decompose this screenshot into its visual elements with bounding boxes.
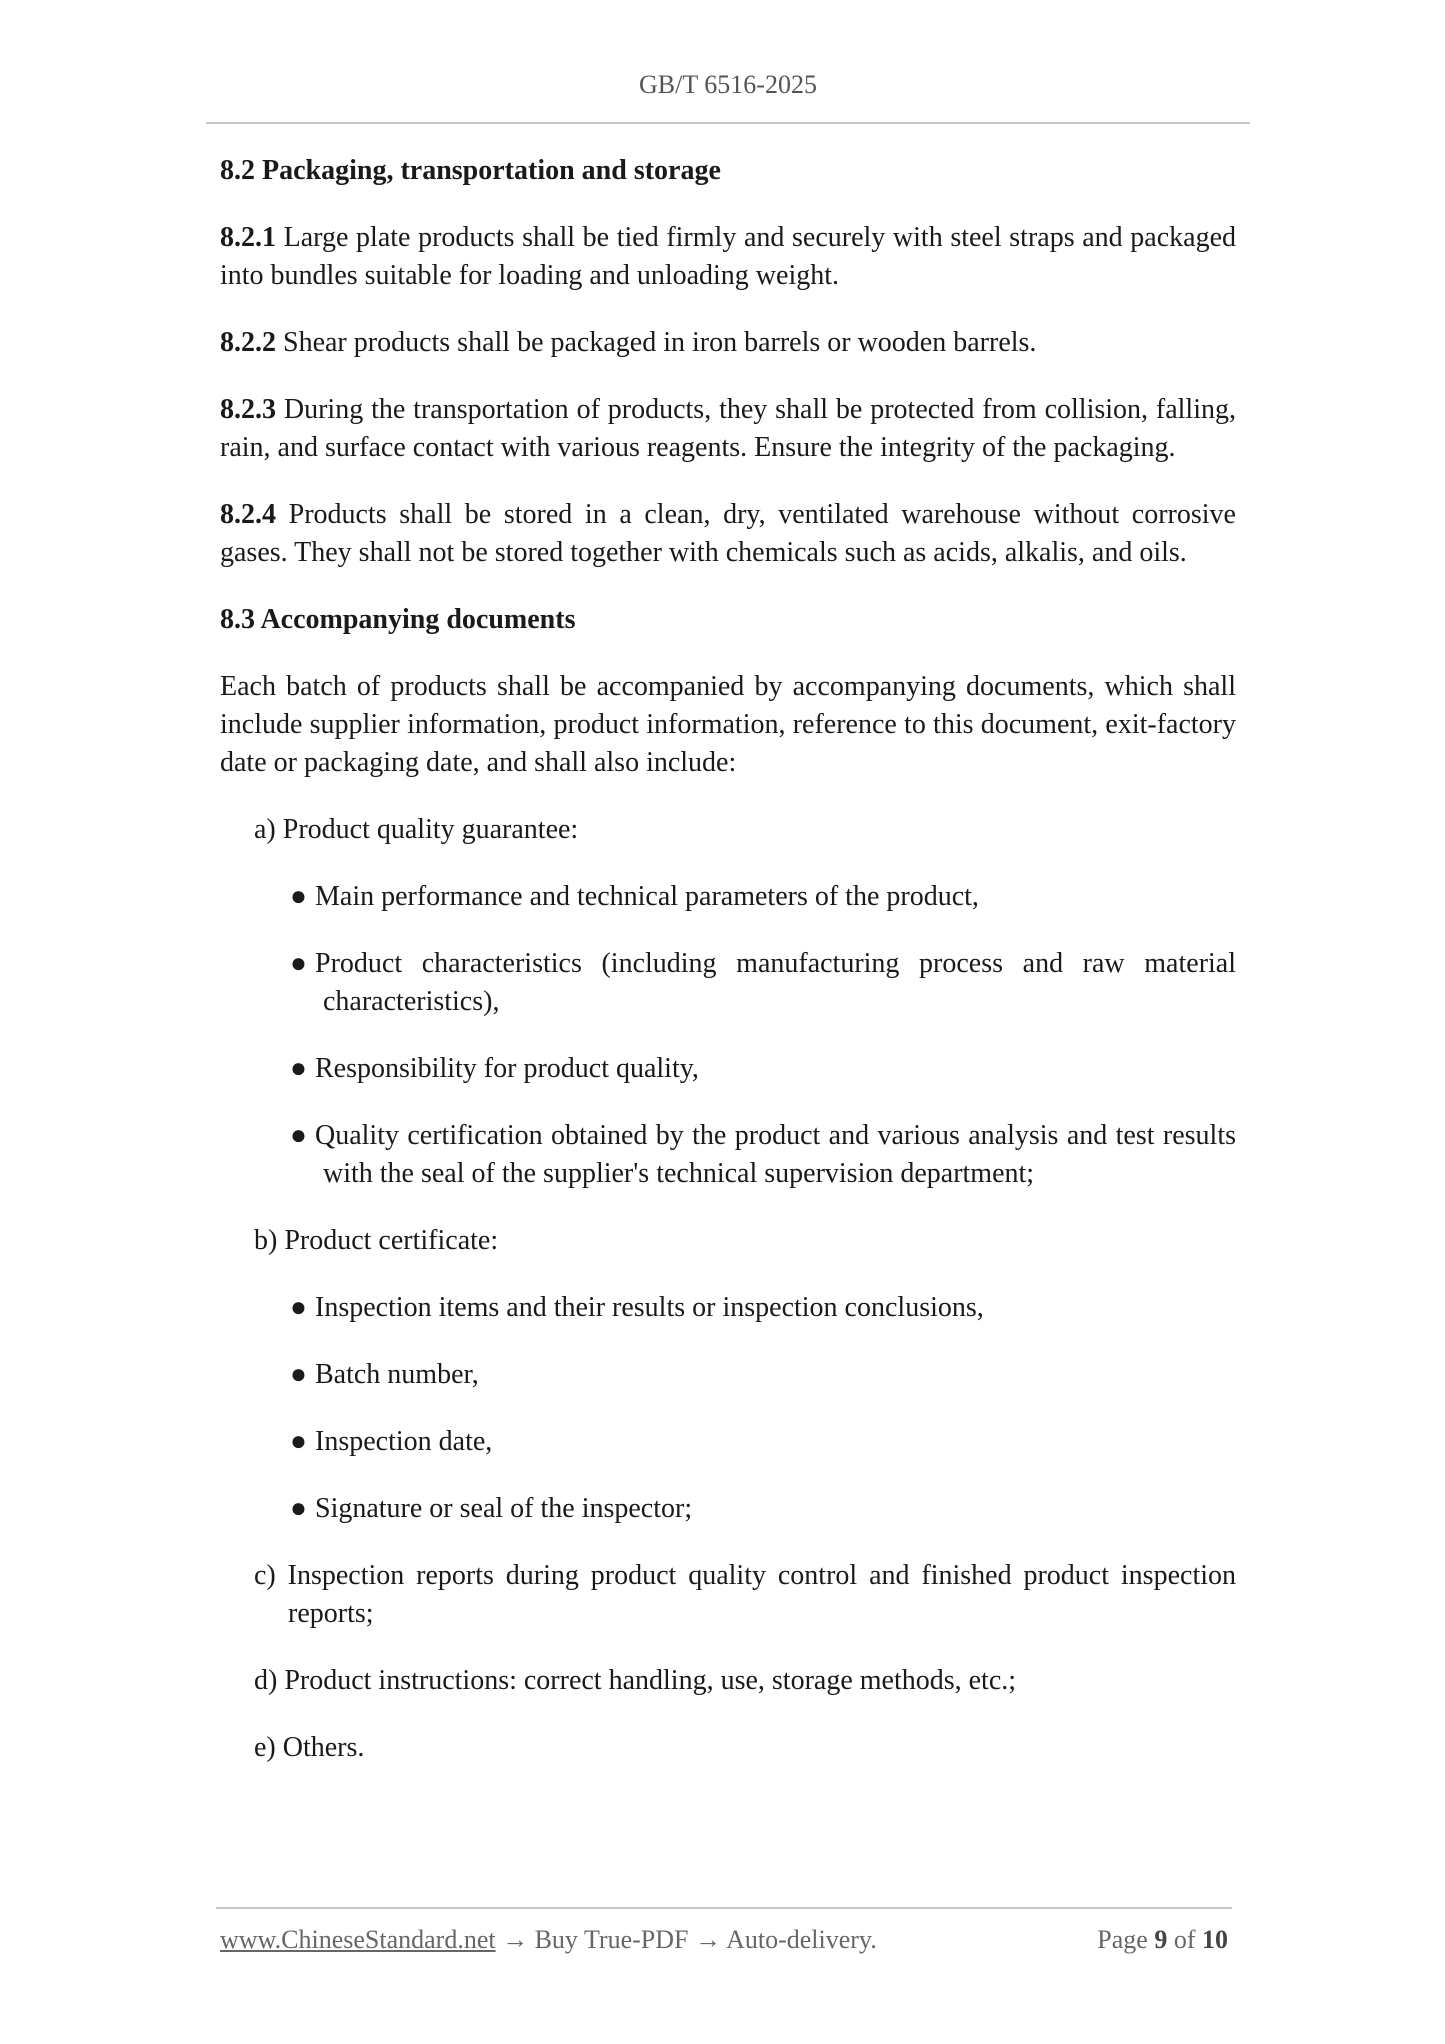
bullet-icon: ●: [290, 1426, 307, 1457]
clause-number: 8.2.3: [220, 394, 276, 425]
list-item-a: a) Product quality guarantee:: [254, 814, 579, 845]
clause-8-2-3: [220, 391, 1236, 467]
arrow-right-icon: →: [502, 1925, 529, 1954]
clause-8-2-2: [220, 324, 1236, 362]
bullet-item: [290, 945, 1236, 1021]
clause-number: 8.2.4: [220, 499, 276, 530]
section-8-2-heading: 8.2 Packaging, transportation and storage: [220, 155, 721, 186]
buy-pdf-text: Buy True-PDF: [528, 1925, 695, 1954]
section-8-3-heading: 8.3 Accompanying documents: [220, 604, 576, 635]
clause-8-2-4: [220, 496, 1236, 572]
bullet-icon: ●: [290, 948, 307, 979]
list-item-d: d) Product instructions: correct handling, use, storage methods, etc.;: [254, 1665, 1017, 1696]
bullet-item: [290, 1490, 1236, 1528]
auto-delivery-text: Auto-delivery.: [721, 1925, 877, 1954]
bullet-text: Main performance and technical parameters of the product,: [315, 881, 979, 912]
bullet-icon: ●: [290, 1053, 307, 1084]
website-link[interactable]: www.ChineseStandard.net: [220, 1925, 496, 1954]
page-number: [1097, 1925, 1228, 1955]
bullet-item: [290, 1423, 1236, 1461]
bullet-icon: ●: [290, 881, 307, 912]
bullet-item: [290, 1356, 1236, 1394]
bullet-icon: ●: [290, 1493, 307, 1524]
bullet-text: Batch number,: [315, 1359, 479, 1390]
bullet-item: [290, 1289, 1236, 1327]
clause-number: 8.2.1: [220, 222, 276, 253]
bullet-text: Quality certification obtained by the product and various analysis and test results with the seal of the supplier's technical supervision department;: [315, 1120, 1236, 1189]
total-pages: 10: [1202, 1925, 1228, 1954]
document-header: GB/T 6516-2025: [639, 70, 817, 99]
arrow-right-icon: →: [695, 1925, 721, 1954]
bullet-icon: ●: [290, 1120, 307, 1151]
bullet-text: Inspection items and their results or inspection conclusions,: [315, 1292, 984, 1323]
list-item-e: e) Others.: [254, 1732, 365, 1763]
clause-text: Shear products shall be packaged in iron barrels or wooden barrels.: [276, 327, 1037, 358]
bullet-item: [290, 1050, 1236, 1088]
page-footer: [220, 1925, 1228, 1955]
of-label: of: [1167, 1925, 1202, 1954]
bullet-text: Signature or seal of the inspector;: [315, 1493, 693, 1524]
bullet-icon: ●: [290, 1359, 307, 1390]
list-item-b: b) Product certificate:: [254, 1225, 499, 1256]
bullet-icon: ●: [290, 1292, 307, 1323]
document-body: [220, 152, 1236, 1796]
header-divider: [206, 122, 1250, 124]
bullet-text: Product characteristics (including manufacturing process and raw material characteristics),: [315, 948, 1236, 1017]
clause-number: 8.2.2: [220, 327, 276, 358]
bullet-item: [290, 1117, 1236, 1193]
bullet-text: Inspection date,: [315, 1426, 493, 1457]
bullet-item: [290, 878, 1236, 916]
clause-8-2-1: [220, 219, 1236, 295]
page-label: Page: [1097, 1925, 1155, 1954]
bullet-text: Responsibility for product quality,: [315, 1053, 699, 1084]
clause-text: During the transportation of products, they shall be protected from collision, falling, rain, and surface contact with various reagents. Ensure the integrity of the packaging.: [220, 394, 1236, 463]
footer-divider: [216, 1907, 1232, 1909]
section-8-3-intro: Each batch of products shall be accompanied by accompanying documents, which shall include supplier information, product information, reference to this document, exit-factory date or packaging date, and shall also include:: [220, 671, 1236, 778]
clause-text: Products shall be stored in a clean, dry, ventilated warehouse without corrosive gases. They shall not be stored together with chemicals such as acids, alkalis, and oils.: [220, 499, 1236, 568]
clause-text: Large plate products shall be tied firmly and securely with steel straps and packaged into bundles suitable for loading and unloading weight.: [220, 222, 1236, 291]
list-item-c: c) Inspection reports during product quality control and finished product inspection reports;: [254, 1560, 1236, 1629]
current-page: 9: [1154, 1925, 1168, 1954]
